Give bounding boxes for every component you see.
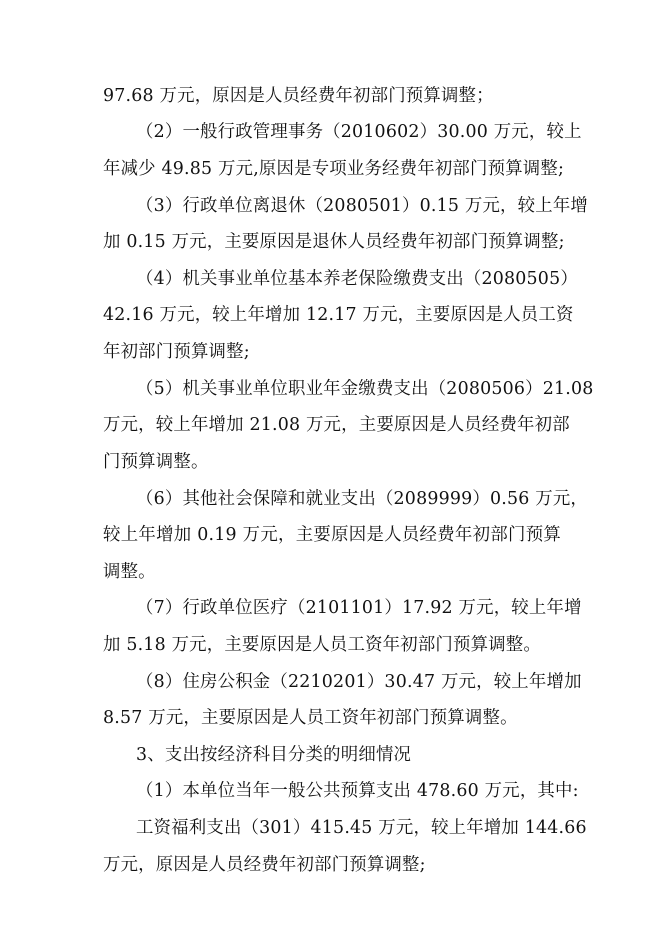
text-line-6: （4）机关事业单位基本养老保险缴费支出（2080505） bbox=[136, 269, 578, 289]
text-line-4: （3）行政单位离退休（2080501）0.15 万元，较上年增 bbox=[136, 196, 588, 216]
text-line-17: （8）住房公积金（2210201）30.47 万元，较上年增加 bbox=[136, 672, 582, 692]
text-line-10: 万元，较上年增加 21.08 万元，主要原因是人员经费年初部 bbox=[103, 415, 570, 435]
text-line-16: 加 5.18 万元，主要原因是人员工资年初部门预算调整。 bbox=[103, 635, 541, 655]
text-line-3: 年减少 49.85 万元,原因是专项业务经费年初部门预算调整; bbox=[103, 159, 565, 179]
text-line-21: 工资福利支出（301）415.45 万元，较上年增加 144.66 bbox=[136, 818, 587, 838]
text-line-15: （7）行政单位医疗（2101101）17.92 万元，较上年增 bbox=[136, 598, 582, 618]
text-line-5: 加 0.15 万元，主要原因是退休人员经费年初部门预算调整; bbox=[103, 232, 565, 252]
text-line-14: 调整。 bbox=[103, 562, 156, 582]
text-line-1: 97.68 万元，原因是人员经费年初部门预算调整； bbox=[103, 86, 494, 106]
text-line-2: （2）一般行政管理事务（2010602）30.00 万元，较上 bbox=[136, 122, 582, 142]
text-line-8: 年初部门预算调整; bbox=[103, 342, 250, 362]
text-line-12: （6）其他社会保障和就业支出（2089999）0.56 万元， bbox=[136, 489, 588, 509]
text-line-11: 门预算调整。 bbox=[103, 452, 209, 472]
text-line-13: 较上年增加 0.19 万元，主要原因是人员经费年初部门预算 bbox=[103, 525, 561, 545]
text-line-9: （5）机关事业单位职业年金缴费支出（2080506）21.08 bbox=[136, 379, 594, 399]
section-heading-3: 3、支出按经济科目分类的明细情况 bbox=[136, 745, 412, 765]
text-line-20: （1）本单位当年一般公共预算支出 478.60 万元，其中: bbox=[136, 781, 579, 801]
text-line-18: 8.57 万元，主要原因是人员工资年初部门预算调整。 bbox=[103, 708, 518, 728]
text-line-7: 42.16 万元，较上年增加 12.17 万元，主要原因是人员工资 bbox=[103, 305, 574, 325]
text-line-22: 万元，原因是人员经费年初部门预算调整; bbox=[103, 855, 426, 875]
